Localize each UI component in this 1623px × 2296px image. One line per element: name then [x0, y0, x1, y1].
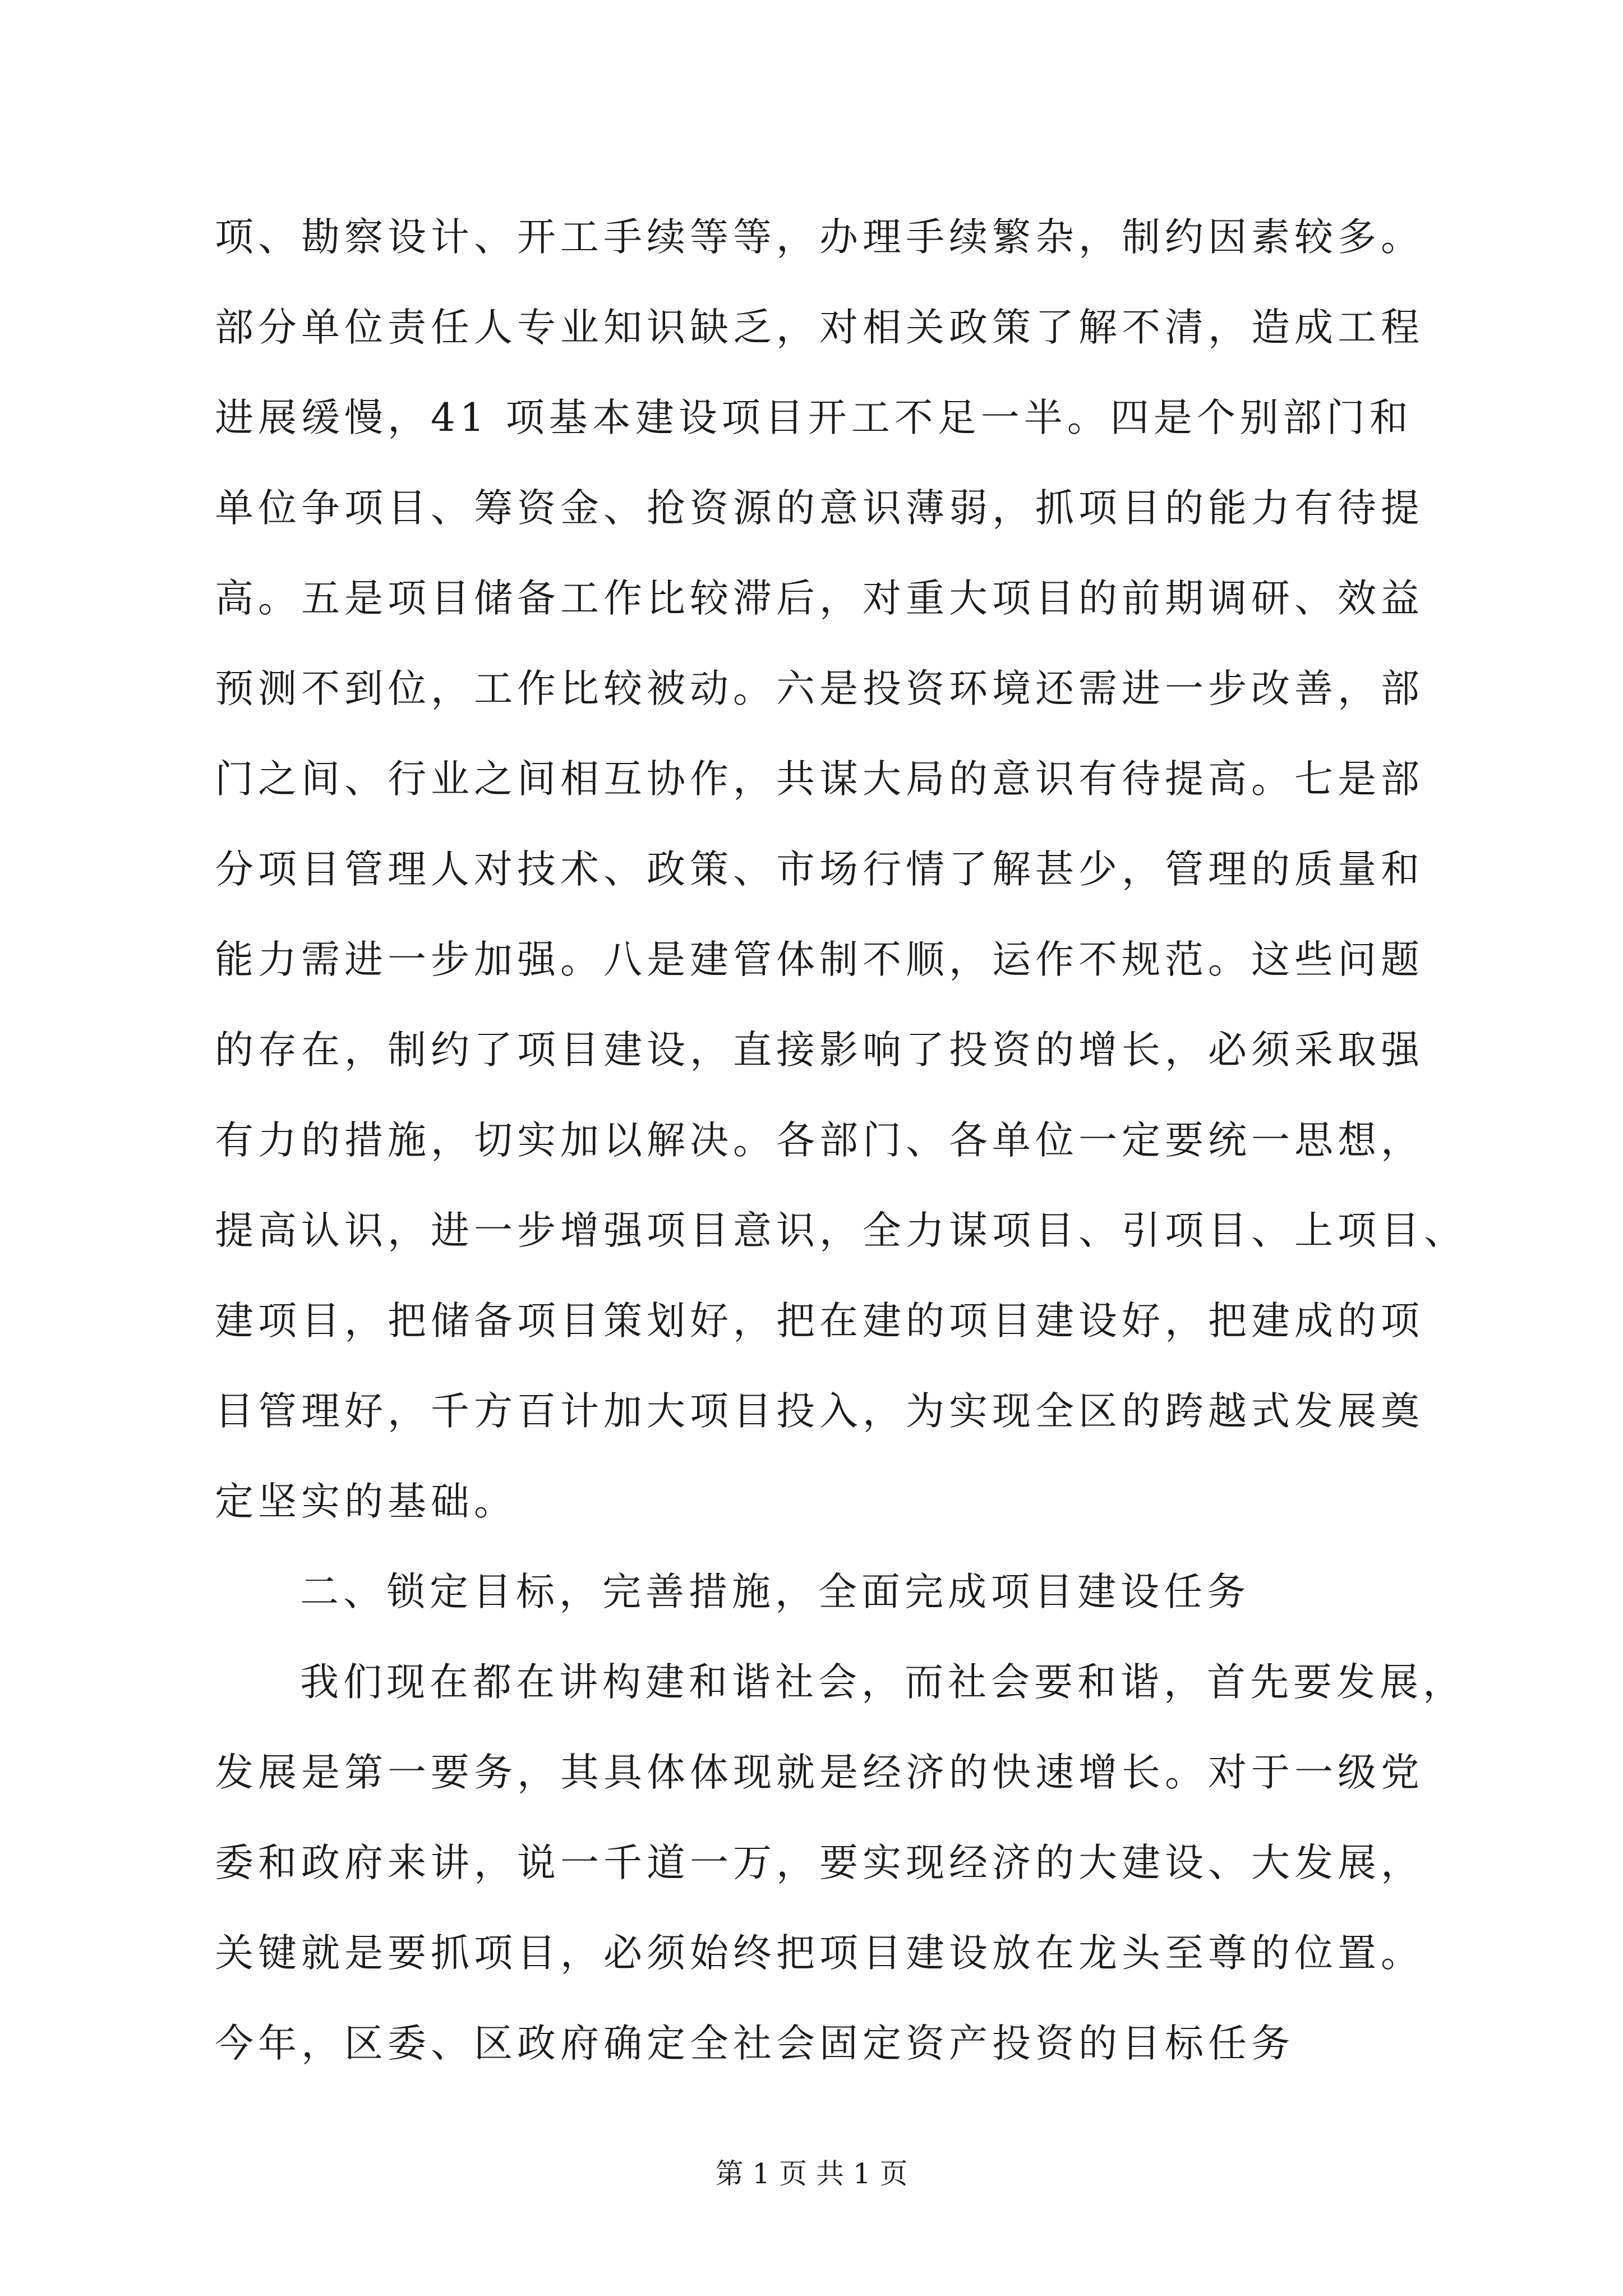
page-footer: 第 1 页 共 1 页 — [715, 2157, 908, 2190]
text-line: 我们现在都在讲构建和谐社会，而社会要和谐，首先要发展， — [300, 1660, 1466, 1705]
text-line: 发展是第一要务，其具体体现就是经济的快速增长。对于一级党 — [215, 1750, 1424, 1795]
text-line: 有力的措施，切实加以解决。各部门、各单位一定要统一思想， — [215, 1118, 1424, 1163]
text-line: 部分单位责任人专业知识缺乏，对相关政策了解不清，造成工程 — [215, 305, 1424, 350]
text-line: 进展缓慢，41 项基本建设项目开工不足一半。四是个别部门和 — [215, 395, 1413, 440]
text-line: 委和政府来讲，说一千道一万，要实现经济的大建设、大发展， — [215, 1841, 1424, 1885]
text-line: 目管理好，千方百计加大项目投入，为实现全区的跨越式发展奠 — [215, 1389, 1424, 1434]
text-line: 能力需进一步加强。八是建管体制不顺，运作不规范。这些问题 — [215, 937, 1424, 982]
text-line: 关键就是要抓项目，必须始终把项目建设放在龙头至尊的位置。 — [215, 1931, 1424, 1976]
text-line: 单位争项目、筹资金、抢资源的意识薄弱，抓项目的能力有待提 — [215, 486, 1424, 531]
text-line: 建项目，把储备项目策划好，把在建的项目建设好，把建成的项 — [215, 1299, 1424, 1343]
text-line: 门之间、行业之间相互协作，共谋大局的意识有待提高。七是部 — [215, 757, 1424, 802]
text-line: 项、勘察设计、开工手续等等，办理手续繁杂，制约因素较多。 — [215, 215, 1424, 260]
text-line: 预测不到位，工作比较被动。六是投资环境还需进一步改善，部 — [215, 666, 1424, 711]
text-line: 分项目管理人对技术、政策、市场行情了解甚少，管理的质量和 — [215, 847, 1424, 892]
text-line: 提高认识，进一步增强项目意识，全力谋项目、引项目、上项目、 — [215, 1208, 1467, 1253]
text-line: 高。五是项目储备工作比较滞后，对重大项目的前期调研、效益 — [215, 576, 1424, 621]
text-line: 今年，区委、区政府确定全社会固定资产投资的目标任务 — [215, 2021, 1294, 2066]
text-line: 定坚实的基础。 — [215, 1479, 517, 1524]
section-heading: 二、锁定目标，完善措施，全面完成项目建设任务 — [300, 1570, 1250, 1614]
text-line: 的存在，制约了项目建设，直接影响了投资的增长，必须采取强 — [215, 1028, 1424, 1073]
